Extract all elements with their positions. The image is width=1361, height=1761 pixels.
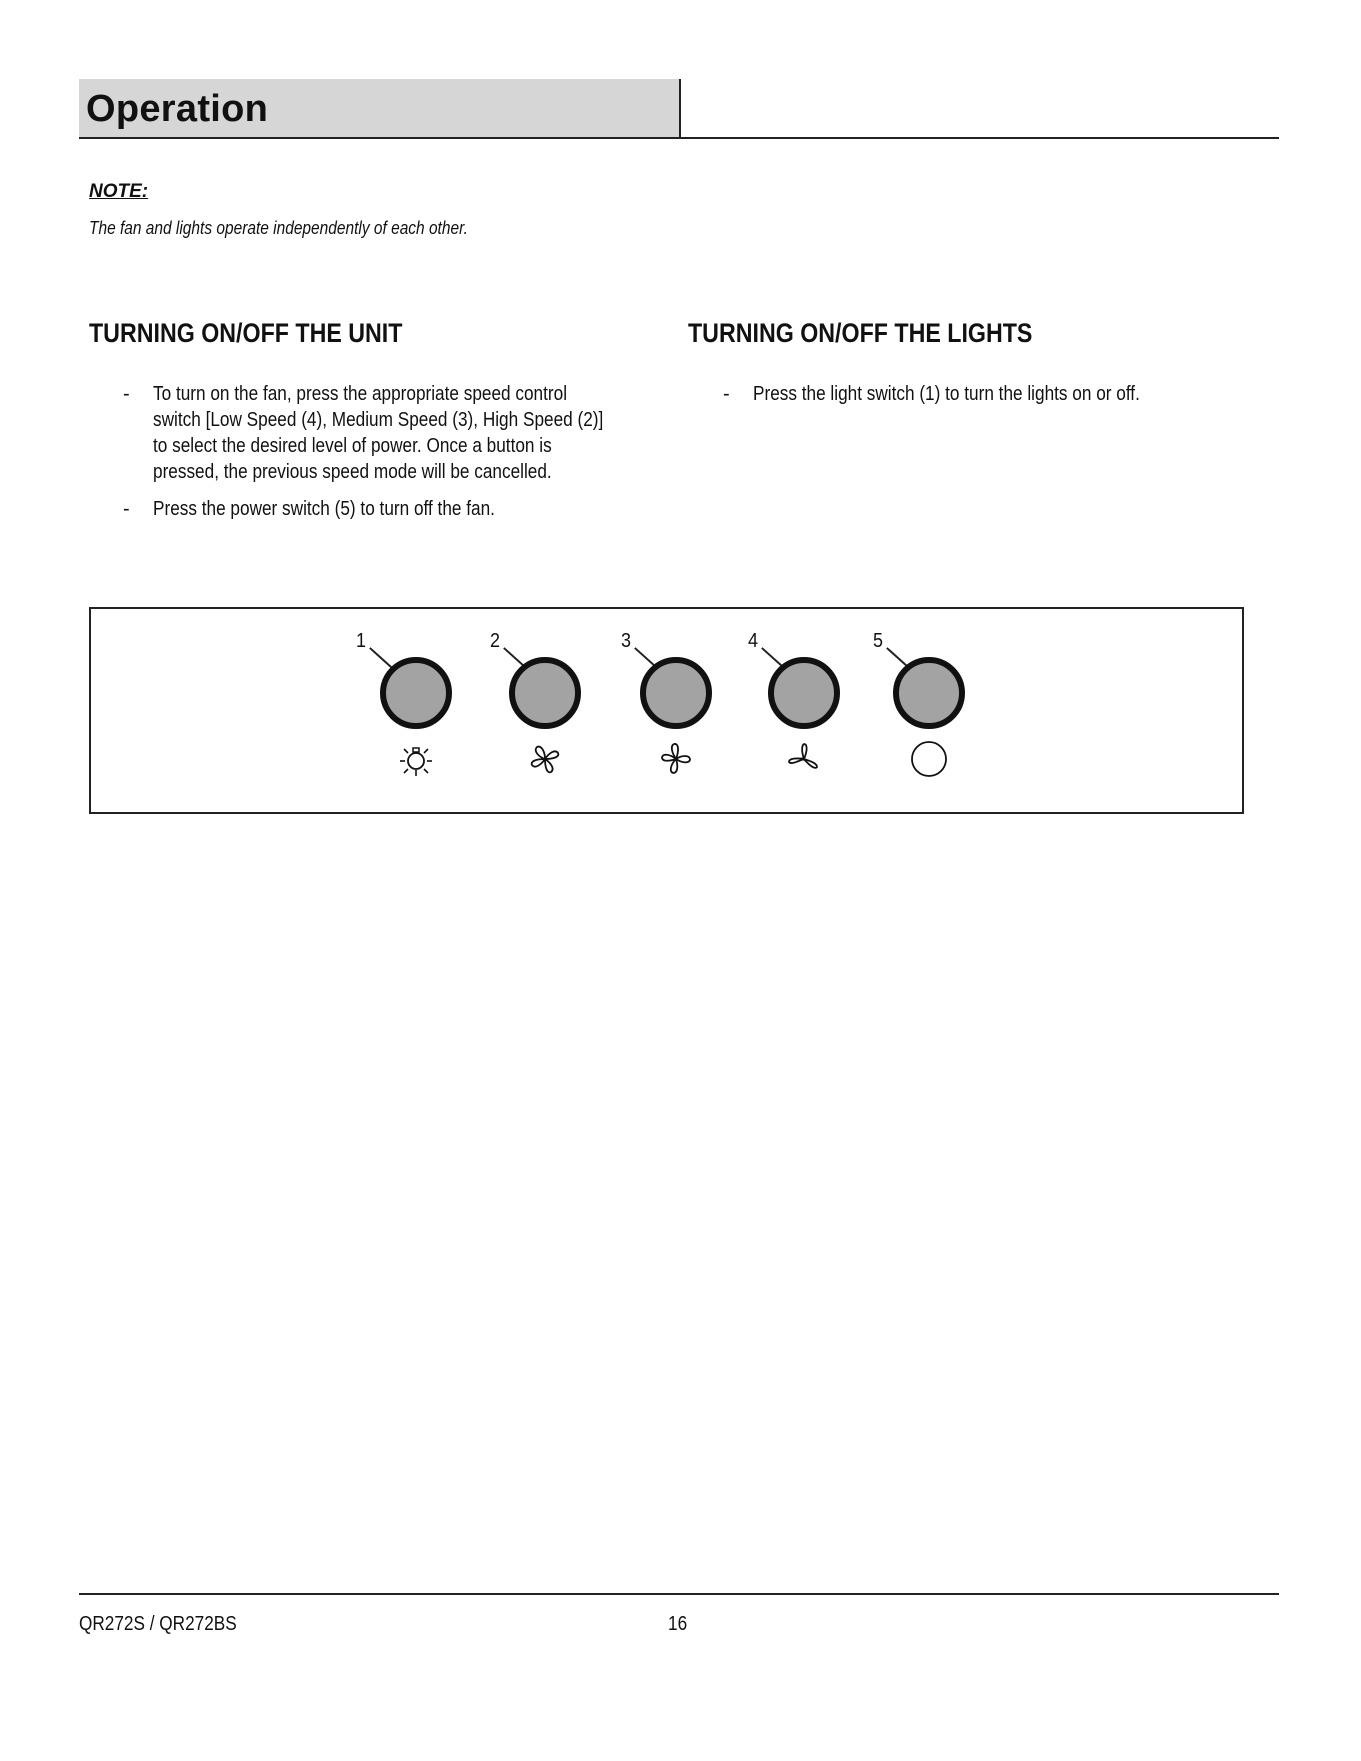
footer-model-number: QR272S / QR272BS	[79, 1613, 237, 1635]
bullet-dash: -	[123, 383, 130, 405]
instruction-text: Press the power switch (5) to turn off the fan.	[153, 498, 495, 520]
switch-number-4: 4	[748, 630, 759, 652]
switch-number-5: 5	[873, 630, 884, 652]
light-switch-button	[380, 657, 452, 729]
fan-high-speed-button	[509, 657, 581, 729]
power-button	[893, 657, 965, 729]
fan-low-speed-button	[768, 657, 840, 729]
footer-rule	[79, 1593, 1279, 1595]
footer-page-number: 16	[668, 1613, 688, 1635]
note-label: NOTE:	[89, 181, 149, 202]
header-divider	[679, 79, 681, 139]
switch-number-3: 3	[621, 630, 632, 652]
leader-line	[369, 647, 392, 668]
instruction-text: Press the light switch (1) to turn the lights on or off.	[753, 383, 1140, 405]
list-item	[123, 381, 683, 485]
control-panel-diagram	[89, 607, 1244, 814]
bullet-dash: -	[723, 383, 730, 405]
fan-medium-speed-icon	[654, 737, 698, 781]
unit-instructions-list	[123, 381, 683, 533]
list-item	[723, 381, 1313, 407]
power-off-icon	[907, 737, 951, 781]
fan-low-speed-icon	[782, 737, 826, 781]
section-heading-unit: TURNING ON/OFF THE UNIT	[89, 318, 403, 348]
page-title: Operation	[86, 88, 269, 130]
switch-number-1: 1	[356, 630, 367, 652]
instruction-text: To turn on the fan, press the appropriate speed control switch [Low Speed (4), Medium Speed (3), High Speed (2)] to select the desired level of power. Once a button is pressed, the previous speed mode will be cancelled.	[153, 383, 604, 483]
fan-medium-speed-button	[640, 657, 712, 729]
bullet-dash: -	[123, 498, 130, 520]
light-bulb-icon	[394, 737, 438, 781]
lights-instructions-list	[723, 381, 1313, 418]
fan-high-speed-icon	[523, 737, 567, 781]
switch-number-2: 2	[490, 630, 501, 652]
note-text: The fan and lights operate independently of each other.	[89, 218, 468, 238]
list-item	[123, 496, 683, 522]
header-rule	[79, 137, 1279, 139]
section-heading-lights: TURNING ON/OFF THE LIGHTS	[688, 318, 1033, 348]
